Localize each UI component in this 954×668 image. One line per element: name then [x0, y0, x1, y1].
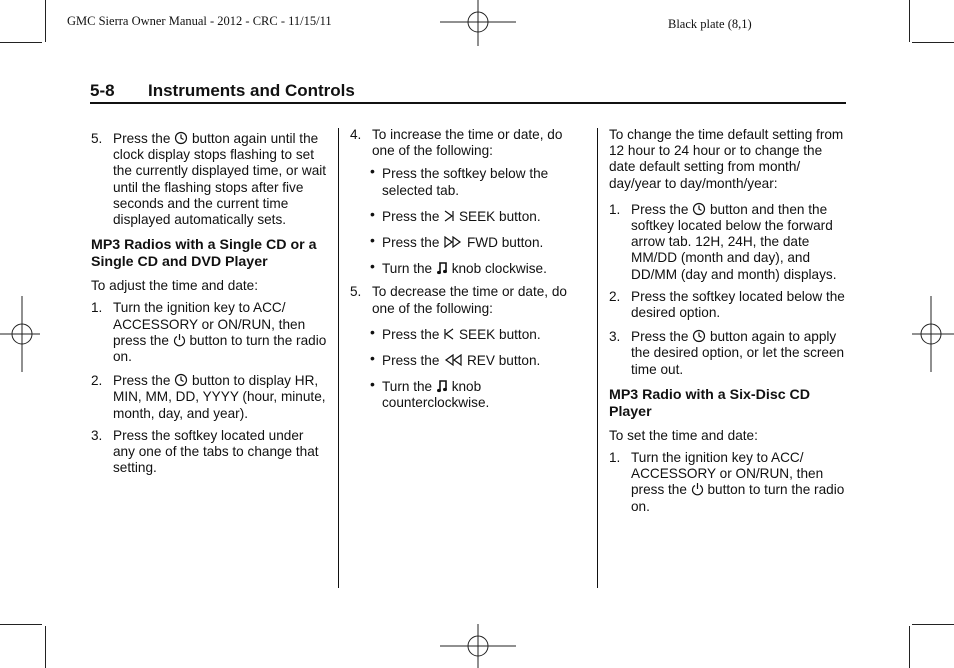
rewind-icon [443, 353, 463, 367]
clock-icon [174, 131, 188, 145]
seek-down-icon [443, 327, 455, 341]
list-item: 1. Press the button and then the softkey located below the forward arrow tab. 12H, 24H, the date MM/DD (month and day), and DD/MM (day and month) displays. [609, 201, 837, 282]
registration-target-icon [440, 624, 516, 668]
list-item: 3. Press the button again to apply the desired option, or let the screen time out. [609, 329, 845, 377]
paragraph: To set the time and date: [609, 427, 758, 443]
section-header [90, 80, 846, 104]
list-item: 3. Press the softkey located under any one of the tabs to change that setting. [91, 427, 319, 476]
list-item: 2. Press the softkey located below the desired option. [609, 288, 845, 321]
list-item: 2. Press the button to display HR, MIN, MM, DD, YYYY (hour, minute, month, day, and year). [91, 373, 326, 421]
crop-mark [0, 42, 42, 43]
crop-mark [45, 626, 46, 668]
crop-mark [912, 42, 954, 43]
column-divider [338, 128, 339, 588]
bullet-item: • Press the REV button. [370, 350, 541, 369]
clock-icon [692, 202, 706, 216]
subheading: MP3 Radios with a Single CD or a Single CD and DVD Player [91, 237, 317, 271]
list-item: 5. Press the button again until the clock display stops flashing to set the currently displayed time, or wait until the flashing stops after five seconds and the current time displayed automatically sets. [91, 131, 327, 228]
section-title: Instruments and Controls [148, 81, 355, 100]
bullet-item: • Turn the knob clockwise. [370, 258, 547, 277]
music-note-icon [436, 261, 448, 275]
list-item: 1. Turn the ignition key to ACC/ ACCESSORY or ON/RUN, then press the button to turn the radio on. [91, 300, 327, 365]
bullet-item: • Press the SEEK button. [370, 205, 541, 224]
fast-forward-icon [443, 235, 463, 249]
list-item: 5. To decrease the time or date, do one of the following: [350, 284, 567, 316]
crop-mark [909, 0, 910, 42]
registration-target-icon [440, 0, 516, 46]
plate-header-left: GMC Sierra Owner Manual - 2012 - CRC - 11/15/11 [67, 14, 332, 28]
paragraph: To adjust the time and date: [91, 278, 259, 294]
bullet-item: • Press the SEEK button. [370, 323, 541, 342]
plate-header-right: Black plate (8,1) [668, 17, 752, 31]
registration-target-icon [912, 296, 954, 372]
column-3 [609, 127, 849, 515]
column-1 [91, 131, 327, 476]
music-note-icon [436, 379, 448, 393]
paragraph: To change the time default setting from 12 hour to 24 hour or to change the date default setting from month/ day/year to day/month/year: [609, 127, 844, 191]
power-icon [173, 333, 186, 347]
list-item: 1. Turn the ignition key to ACC/ ACCESSORY or ON/RUN, then press the button to turn the radio on. [609, 450, 845, 514]
list-item: 4. To increase the time or date, do one of the following: [350, 127, 563, 159]
bullet-item: • Press the softkey below the selected tab. [370, 163, 549, 198]
crop-mark [909, 626, 910, 668]
crop-mark [0, 624, 42, 625]
column-2 [350, 127, 588, 412]
section-number: 5-8 [90, 81, 115, 100]
power-icon [691, 482, 704, 496]
crop-mark [45, 0, 46, 42]
registration-target-icon [0, 296, 40, 372]
crop-mark [912, 624, 954, 625]
seek-up-icon [443, 209, 455, 223]
subheading: MP3 Radio with a Six-Disc CD Player [609, 386, 811, 420]
clock-icon [174, 373, 188, 387]
bullet-item: • Press the FWD button. [370, 232, 544, 251]
column-divider [597, 128, 598, 588]
bullet-item: • Turn the knob counterclockwise. [370, 376, 490, 411]
clock-icon [692, 329, 706, 343]
